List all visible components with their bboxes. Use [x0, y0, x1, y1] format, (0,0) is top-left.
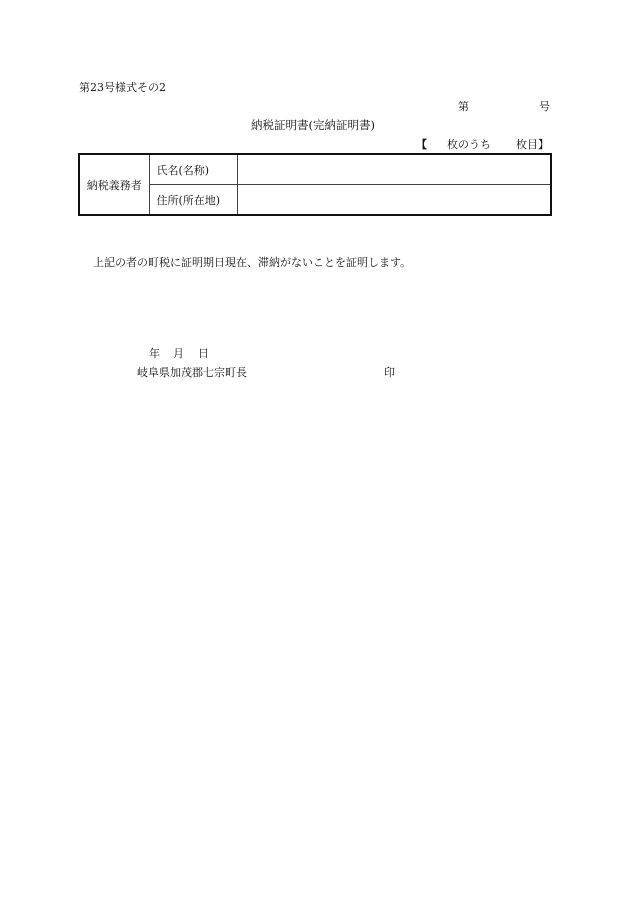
name-label: 氏名(名称) [149, 154, 237, 185]
sheet-count-close: 枚目】 [516, 138, 549, 151]
taxpayer-address-row [79, 185, 551, 216]
date-month-label: 月 [173, 347, 184, 360]
seal-mark: 印 [384, 366, 395, 379]
date-year-label: 年 [149, 347, 160, 360]
name-value-field[interactable] [237, 154, 551, 185]
sheet-count-open: 【 [416, 138, 427, 151]
date-day-label: 日 [198, 347, 209, 360]
address-value-field[interactable] [237, 185, 551, 216]
document-title: 納税証明書(完納証明書) [251, 118, 375, 132]
issuer-name: 岐阜県加茂郡七宗町長 [137, 366, 247, 379]
document-number-suffix: 号 [539, 100, 550, 113]
taxpayer-table [78, 153, 552, 216]
address-label: 住所(所在地) [149, 185, 237, 216]
sheet-count-middle: 枚のうち [447, 138, 491, 151]
document-number-prefix: 第 [458, 100, 469, 113]
taxpayer-group-label: 納税義務者 [79, 154, 149, 215]
taxpayer-name-row [79, 154, 551, 185]
certification-statement: 上記の者の町税に証明期日現在、滞納がないことを証明します。 [93, 256, 412, 269]
form-number: 第23号様式その2 [79, 81, 166, 94]
